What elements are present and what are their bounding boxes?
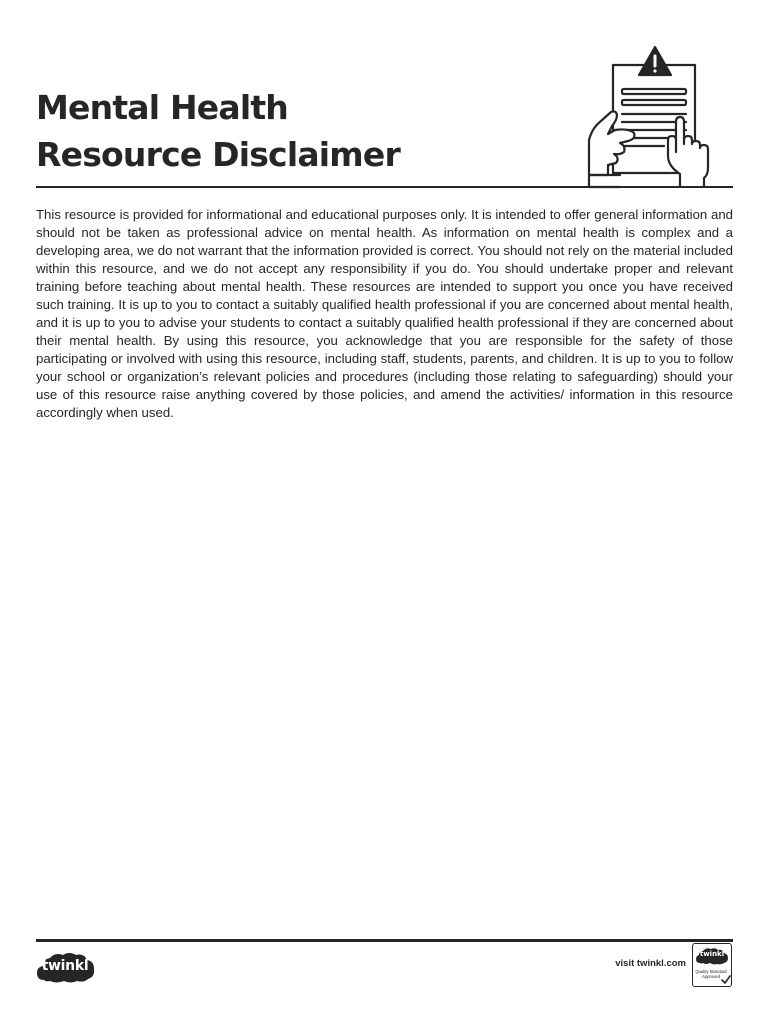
twinkl-logo-text: twinkl	[41, 958, 89, 974]
page-title-line-2: Resource Disclaimer	[36, 135, 400, 174]
quality-standard-badge	[692, 943, 732, 987]
page-title	[36, 84, 400, 178]
disclaimer-body: This resource is provided for informational and educational purposes only. It is intended to offer general information and should not be taken as professional advice on mental health. As information on mental health is complex and a developing area, we do not warrant that the information provided is correct. You should not rely on the material included within this resource, and we do not accept any responsibility if you do. You should undertake proper and relevant training before teaching about mental health. These resources are intended to support you once you have received such training. It is up to you to contact a suitably qualified health professional if you are concerned about mental health, and it is up to you to advise your students to contact a suitably qualified health professional if they are concerned about their mental health. By using this resource, you acknowledge that you are responsible for the safety of those participating or involved with using this resource, including staff, students, parents, and children. It is up to you to follow your school or organization’s relevant policies and procedures (including those relating to safeguarding) should your use of this resource raise anything covered by those policies, and amend the activities/ information in this resource accordingly when used.	[36, 207, 733, 420]
badge-caption-line-1: Quality Standard	[695, 969, 727, 974]
hands-holding-warning-document-icon	[584, 44, 720, 190]
footer-divider	[36, 939, 733, 942]
visit-twinkl-link[interactable]: visit twinkl.com	[615, 958, 686, 969]
page-title-line-1: Mental Health	[36, 88, 289, 127]
title-divider	[36, 186, 733, 188]
twinkl-logo[interactable]	[36, 950, 96, 984]
badge-caption-line-2: Approved	[702, 974, 720, 979]
checkmark-icon	[721, 975, 731, 985]
badge-logo-text: twinkl	[699, 950, 725, 958]
